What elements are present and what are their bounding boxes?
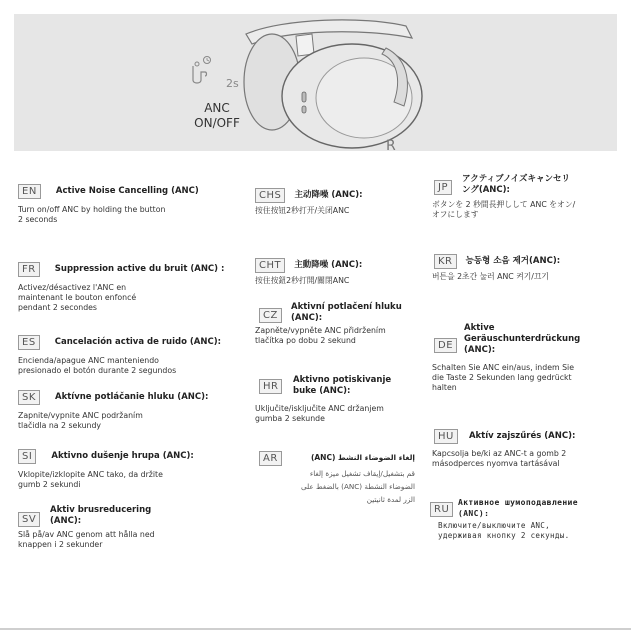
entry-sk bbox=[18, 387, 228, 431]
entry-en bbox=[18, 181, 228, 225]
entry-description: قم بتشغيل/إيقاف تشغيل ميزة إلغاء الضوضاء النشطة (ANC) بالضغط على الزر لمدة ثانيتين bbox=[301, 469, 415, 504]
entry-description: Uključite/isključite ANC držanjem gumba 2 sekunde bbox=[255, 404, 384, 423]
entry-title: 主動降噪 (ANC): bbox=[294, 260, 363, 270]
entry-title: Aktiv brusreducering (ANC): bbox=[50, 505, 152, 526]
entry-title: Active Noise Cancelling (ANC) bbox=[55, 186, 199, 196]
entry-de bbox=[432, 321, 622, 396]
lang-code: CHT bbox=[255, 258, 285, 273]
timer-icon bbox=[204, 57, 211, 64]
entry-fr bbox=[18, 259, 228, 313]
illustration-panel bbox=[14, 14, 617, 154]
lang-code: JP bbox=[434, 180, 452, 195]
entry-title: アクティブノイズキャンセリ ング(ANC): bbox=[462, 174, 571, 195]
entry-cz bbox=[255, 302, 425, 350]
entry-si bbox=[18, 446, 228, 490]
hand-press-icon bbox=[193, 62, 207, 83]
headphone-illustration bbox=[14, 14, 617, 151]
entry-title: 主动降噪 (ANC): bbox=[294, 190, 363, 200]
entry-hu bbox=[432, 426, 622, 469]
lang-code: HR bbox=[259, 379, 282, 394]
entry-description: Activez/désactivez l'ANC en maintenant le bouton enfoncé pendant 2 secondes bbox=[18, 283, 137, 312]
entry-title: 능동형 소음 제거(ANC): bbox=[465, 256, 561, 266]
entry-description: Turn on/off ANC by holding the button 2 seconds bbox=[18, 205, 166, 224]
entry-title: Suppression active du bruit (ANC) : bbox=[54, 264, 225, 274]
anc-button-label: ANC ON/OFF bbox=[194, 101, 240, 130]
anc-button bbox=[302, 92, 306, 102]
lang-code: DE bbox=[434, 338, 457, 353]
entry-description: 按住按鈕2秒打開/關閉ANC bbox=[255, 276, 350, 285]
entry-description: Zapnite/vypnite ANC podržaním tlačidla na 2 sekundy bbox=[18, 411, 143, 430]
lang-code: SK bbox=[18, 390, 40, 405]
entry-description: Schalten Sie ANC ein/aus, indem Sie die Taste 2 Sekunden lang gedrückt halten bbox=[432, 363, 574, 392]
lang-code: RU bbox=[430, 502, 453, 517]
lang-code: EN bbox=[18, 184, 41, 199]
entry-description: Kapcsolja be/ki az ANC-t a gomb 2 másodperces nyomva tartásával bbox=[432, 449, 567, 468]
bottom-divider bbox=[0, 628, 631, 630]
entry-title: Aktivno potiskivanje buke (ANC): bbox=[293, 375, 392, 396]
lang-code: SI bbox=[18, 449, 36, 464]
entry-kr bbox=[432, 251, 622, 282]
entry-es bbox=[18, 332, 228, 376]
entry-description: Encienda/apague ANC manteniendo presionado el botón durante 2 segundos bbox=[18, 356, 177, 375]
entry-title: Aktív zajszűrés (ANC): bbox=[468, 431, 576, 441]
lang-code: KR bbox=[434, 254, 457, 269]
entry-description: 按住按钮2秒打开/关闭ANC bbox=[255, 206, 350, 215]
entry-title: إلغاء الضوضاء النشط (ANC) bbox=[310, 453, 415, 462]
entry-description: Включите/выключите ANC, удерживая кнопку 2 секунды. bbox=[438, 521, 570, 540]
entry-jp bbox=[432, 172, 622, 232]
entry-title: Активное шумоподавление (ANC): bbox=[458, 498, 578, 518]
entry-title: Aktive Geräuschunterdrückung (ANC): bbox=[464, 323, 581, 355]
entry-ru bbox=[428, 496, 623, 552]
lang-code: ES bbox=[18, 335, 40, 350]
entry-title: Cancelación activa de ruido (ANC): bbox=[54, 337, 221, 347]
lang-code: CZ bbox=[259, 308, 282, 323]
lang-code: HU bbox=[434, 429, 458, 444]
entry-description: 버튼을 2초간 눌러 ANC 켜기/끄기 bbox=[432, 272, 549, 281]
entry-chs bbox=[255, 185, 420, 216]
entry-ar bbox=[255, 449, 425, 509]
entry-description: Vklopite/izklopite ANC tako, da držite gumb 2 sekundi bbox=[18, 470, 163, 489]
lang-code: CHS bbox=[255, 188, 285, 203]
entry-title: Aktivní potlačení hluku (ANC): bbox=[291, 302, 402, 323]
side-indicator: R bbox=[386, 138, 396, 154]
entry-hr bbox=[255, 375, 425, 427]
entry-description: Zapněte/vypněte ANC přidržením tlačítka po dobu 2 sekund bbox=[255, 326, 386, 345]
lang-code: AR bbox=[259, 451, 282, 466]
entry-description: ボタンを 2 秒間長押しして ANC をオン/ オフにします bbox=[432, 200, 576, 219]
entry-title: Aktívne potláčanie hluku (ANC): bbox=[55, 392, 209, 402]
lang-code: FR bbox=[18, 262, 40, 277]
entry-title: Aktivno dušenje hrupa (ANC): bbox=[51, 451, 194, 461]
hold-duration-hint: 2s bbox=[226, 77, 239, 90]
entry-description: Slå på/av ANC genom att hålla ned knappen i 2 sekunder bbox=[18, 530, 155, 549]
lang-code: SV bbox=[18, 512, 40, 527]
entry-sv bbox=[18, 505, 228, 555]
entry-cht bbox=[255, 255, 420, 286]
